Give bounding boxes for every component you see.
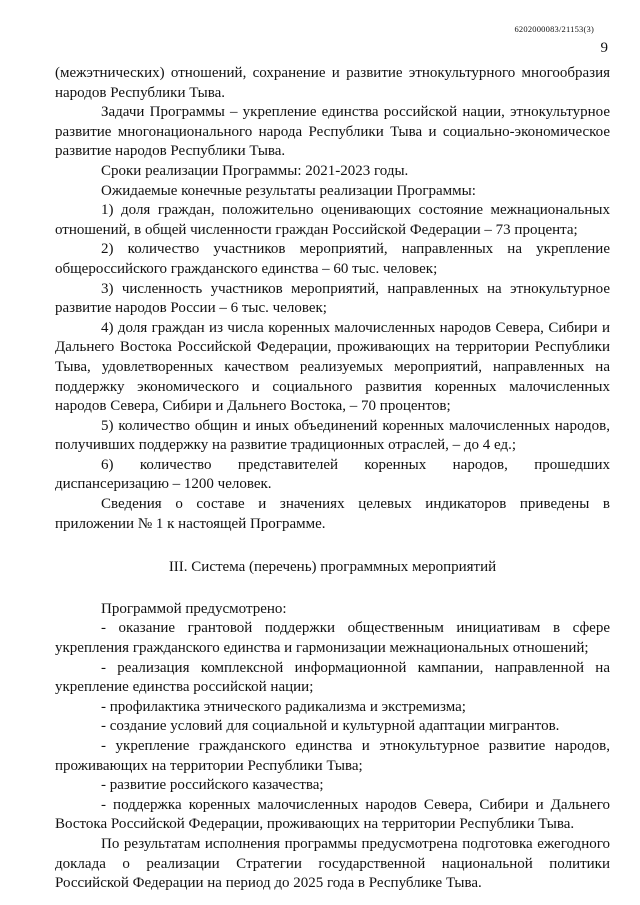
result-item-5: 5) количество общин и иных объединений коренных малочисленных народов, получивших поддержку на развитие традиционных отраслей, – до 4 ед.;: [55, 417, 610, 454]
result-item-6: 6) количество представителей коренных народов, прошедших диспансеризацию – 1200 человек.: [55, 456, 610, 493]
paragraph-program-provides: Программой предусмотрено:: [101, 600, 287, 617]
paragraph-indicators-reference: Сведения о составе и значениях целевых индикаторов приведены в приложении № 1 к настоящей Программе.: [55, 496, 610, 532]
result-item-3: 3) численность участников мероприятий, направленных на этнокультурное развитие народов России – 6 тыс. человек;: [55, 280, 610, 317]
measure-item-6: - развитие российского казачества;: [101, 777, 324, 794]
paragraph-annual-report: По результатам исполнения программы предусмотрена подготовка ежегодного доклада о реализации Стратегии государственной национальной политики Российской Федерации на период до 2025 года в Республике Тыва.: [55, 835, 610, 892]
page-number: 9: [600, 40, 608, 56]
spacer: [55, 534, 610, 558]
measure-item-1: - оказание грантовой поддержки общественным инициативам в сфере укрепления гражданского единства и гармонизации межнациональных отношений;: [55, 620, 610, 657]
result-item-2: 2) количество участников мероприятий, направленных на укрепление общероссийского гражданского единства – 60 тыс. человек;: [55, 241, 610, 277]
measure-item-5: - укрепление гражданского единства и этнокультурное развитие народов, проживающих на территории Республики Тыва;: [55, 738, 610, 774]
measure-item-4: - создание условий для социальной и культурной адаптации мигрантов.: [101, 718, 560, 735]
measure-item-3: - профилактика этнического радикализма и экстремизма;: [101, 698, 466, 715]
document-number: 6202000083/21153(3): [514, 24, 594, 34]
measure-item-2: - реализация комплексной информационной кампании, направленной на укрепление единства российской нации;: [55, 659, 610, 696]
section-title: III. Система (перечень) программных мероприятий: [168, 559, 497, 576]
measure-item-7: - поддержка коренных малочисленных народов Севера, Сибири и Дальнего Востока Российской Федерации, проживающих на территории Республики Тыва.: [55, 796, 610, 833]
result-item-1: 1) доля граждан, положительно оценивающих состояние межнациональных отношений, в общей численности граждан Российской Федерации – 73 процента;: [55, 202, 610, 238]
spacer: [55, 578, 610, 600]
result-item-4: 4) доля граждан из числа коренных малочисленных народов Севера, Сибири и Дальнего Востока Российской Федерации, проживающих на территории Республики Тыва, удовлетворенных качеством реализуемых мероприятий, направленных на поддержку экономического и социального развития коренных малочисленных народов Севера, Сибири и Дальнего Востока, – 70 процентов;: [55, 319, 610, 415]
paragraph-program-tasks: Задачи Программы – укрепление единства российской нации, этнокультурное развитие многонационального народа Республики Тыва и социально-экономическое развитие народов Республики Тыва.: [55, 104, 610, 160]
paragraph-expected-results: Ожидаемые конечные результаты реализации Программы:: [101, 182, 476, 199]
paragraph-continuation: (межэтнических) отношений, сохранение и развитие этнокультурного многообразия народов Республики Тыва.: [55, 65, 610, 101]
paragraph-program-terms: Сроки реализации Программы: 2021-2023 годы.: [101, 162, 409, 179]
document-body: [55, 64, 610, 894]
